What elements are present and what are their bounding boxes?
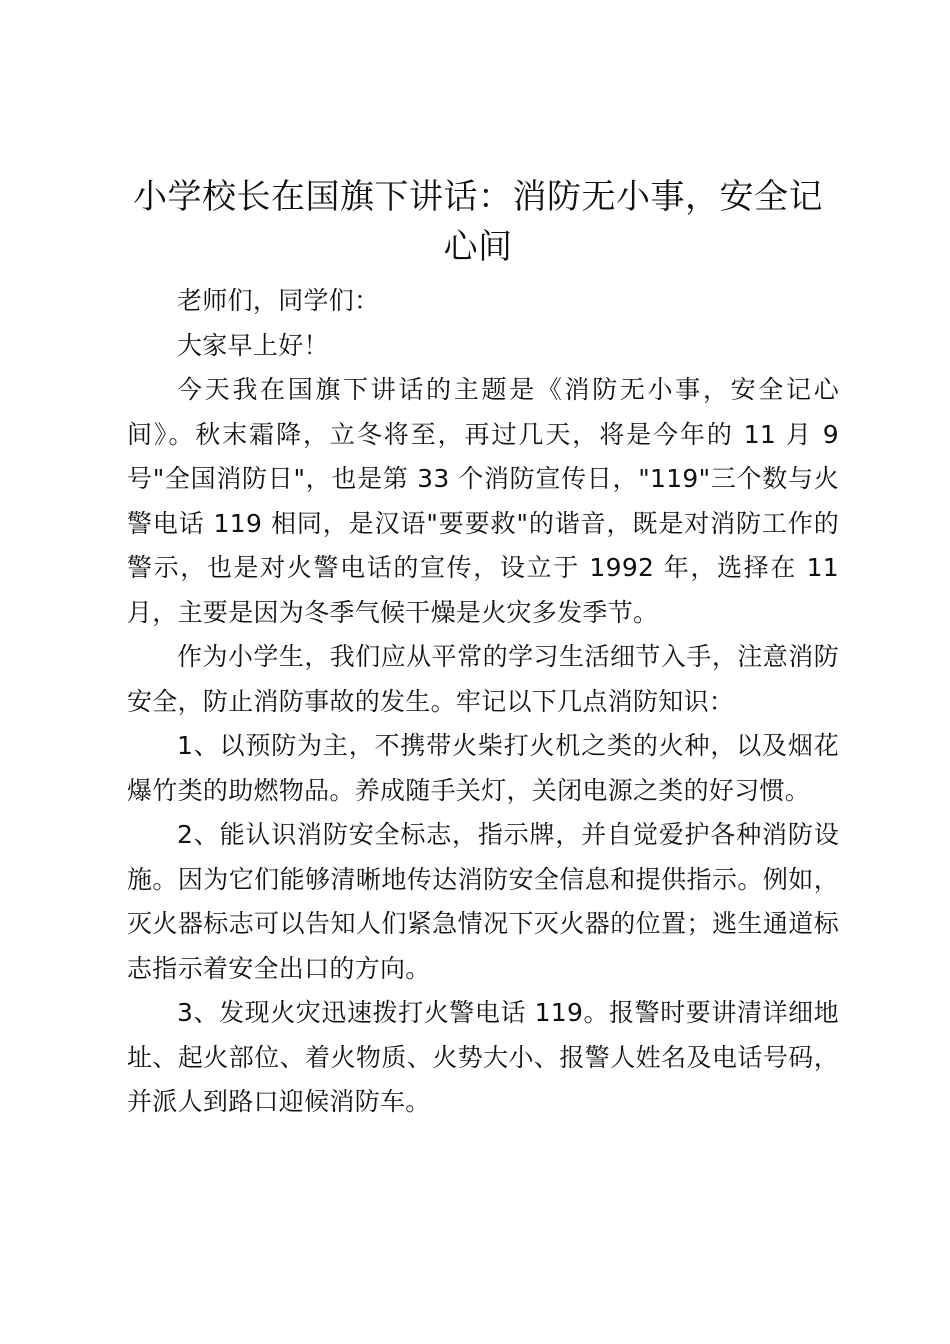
- list-item-2: 2、能认识消防安全标志，指示牌，并自觉爱护各种消防设施。因为它们能够清晰地传达消防安全信息和提供指示。例如，灭火器标志可以告知人们紧急情况下灭火器的位置；逃生通道标志指示着安全出口的方向。: [127, 820, 839, 983]
- salutation-paragraph: 大家早上好！: [177, 330, 329, 360]
- document-title: 小学校长在国旗下讲话：消防无小事，安全记心间: [133, 177, 823, 267]
- greeting-paragraph: 老师们，同学们：: [177, 286, 380, 315]
- document-body: [127, 279, 839, 1125]
- list-item-3: 3、发现火灾迅速拨打火警电话 119。报警时要讲清详细地址、起火部位、着火物质、火势大小、报警人姓名及电话号码，并派人到路口迎候消防车。: [127, 998, 839, 1116]
- intro-paragraph: 今天我在国旗下讲话的主题是《消防无小事，安全记心间》。秋末霜降，立冬将至，再过几天，将是今年的 11 月 9 号"全国消防日"，也是第 33 个消防宣传日，"119"三个数与火警电话 119 相同，是汉语"要要救"的谐音，既是对消防工作的警示，也是对火警电话的宣传，设立于 1992 年，选择在 11 月，主要是因为冬季气候干燥是火灾多发季节。: [127, 375, 839, 627]
- list-item-1: 1、以预防为主，不携带火柴打火机之类的火种，以及烟花爆竹类的助燃物品。养成随手关灯，关闭电源之类的好习惯。: [127, 731, 839, 805]
- body-paragraph: 作为小学生，我们应从平常的学习生活细节入手，注意消防安全，防止消防事故的发生。牢记以下几点消防知识：: [127, 642, 839, 716]
